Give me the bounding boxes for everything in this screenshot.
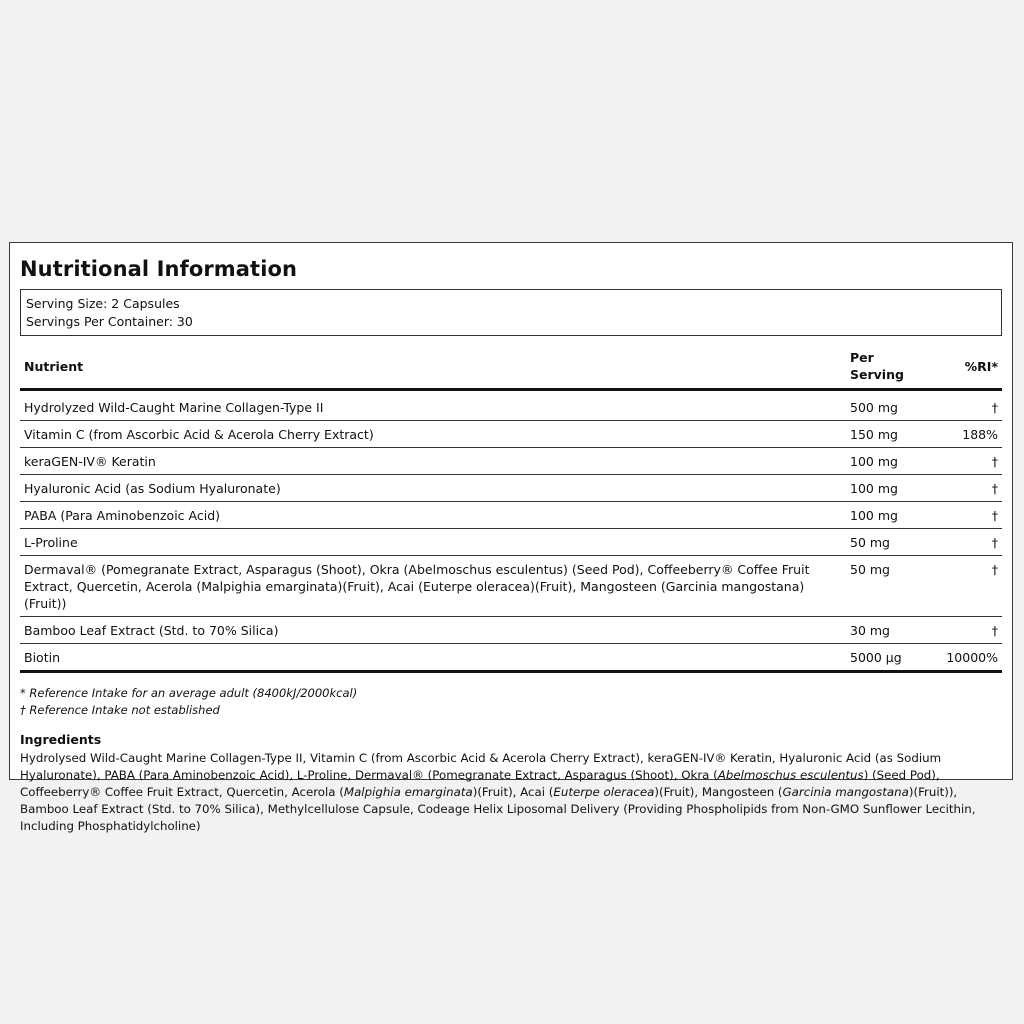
nutrient-amount: 100 mg [846,502,936,529]
footnotes [20,685,1002,719]
ingredients-part: )(Fruit), Mangosteen ( [654,785,783,799]
nutrient-ri: † [936,529,1002,556]
nutrient-name: keraGEN-IV® Keratin [20,448,846,475]
servings-per-container: Servings Per Container: 30 [26,314,193,329]
table-header-row [20,347,1002,390]
dagger-footnote: † Reference Intake not established [20,703,220,717]
table-row [20,421,1002,448]
ingredients-latin-name: Euterpe oleracea [553,785,655,799]
ingredients-latin-name: Garcinia mangostana [782,785,909,799]
nutrient-name: Vitamin C (from Ascorbic Acid & Acerola Cherry Extract) [20,421,846,448]
table-row [20,644,1002,672]
nutrient-ri: † [936,556,1002,617]
table-row [20,390,1002,421]
ingredients-part: ) (Seed Pod), Coffeeberry® Coffee Fruit Extract, Quercetin, Acerola ( [20,768,940,799]
header-per-serving: Per Serving [846,347,936,390]
ingredients-heading: Ingredients [20,732,102,747]
nutrient-amount: 50 mg [846,556,936,617]
table-row [20,529,1002,556]
nutrient-name: Dermaval® (Pomegranate Extract, Asparagus (Shoot), Okra (Abelmoschus esculentus) (Seed Pod), Coffeeberry® Coffee Fruit Extract, Quercetin, Acerola (Malpighia emarginata)(Fruit), Acai (Euterpe oleracea)(Fruit), Mangosteen (Garcinia mangostana)(Fruit)) [20,556,846,617]
ingredients-latin-name: Abelmoschus esculentus [717,768,864,782]
nutrient-table [20,347,1002,673]
serving-size: Serving Size: 2 Capsules [26,296,180,311]
ingredients-part: )(Fruit)), Bamboo Leaf Extract (Std. to 70% Silica), Methylcellulose Capsule, Codeage Helix Liposomal Delivery (Providing Phospholipids from Non-GMO Sunflower Lecithin, Including Phosphatidylcholine) [20,785,976,833]
table-row [20,617,1002,644]
table-row [20,475,1002,502]
nutrient-amount: 150 mg [846,421,936,448]
nutrient-amount: 500 mg [846,390,936,421]
nutrient-amount: 100 mg [846,475,936,502]
nutrient-ri: † [936,475,1002,502]
ri-footnote: * Reference Intake for an average adult (8400kJ/2000kcal) [20,686,358,700]
nutrient-amount: 100 mg [846,448,936,475]
panel-title: Nutritional Information [20,257,298,281]
nutrient-ri: 10000% [936,644,1002,672]
serving-info-box [20,289,1002,336]
ingredients-part: Hydrolysed Wild-Caught Marine Collagen-Type II, Vitamin C (from Ascorbic Acid & Acerola Cherry Extract), keraGEN-IV® Keratin, Hyaluronic Acid (as Sodium Hyaluronate), PABA (Para Aminobenzoic Acid), L-Proline, Dermaval® (Pomegranate Extract, Asparagus (Shoot), Okra ( [20,751,942,782]
table-row [20,502,1002,529]
nutrient-name: PABA (Para Aminobenzoic Acid) [20,502,846,529]
header-nutrient: Nutrient [20,347,846,390]
nutrient-ri: 188% [936,421,1002,448]
nutrient-ri: † [936,448,1002,475]
nutrient-ri: † [936,390,1002,421]
ingredients-part: )(Fruit), Acai ( [472,785,554,799]
nutrient-name: Hydrolyzed Wild-Caught Marine Collagen-Type II [20,390,846,421]
table-row [20,448,1002,475]
ingredients-latin-name: Malpighia emarginata [343,785,473,799]
nutrient-name: Bamboo Leaf Extract (Std. to 70% Silica) [20,617,846,644]
nutrient-name: Hyaluronic Acid (as Sodium Hyaluronate) [20,475,846,502]
header-ri: %RI* [936,347,1002,390]
nutrient-ri: † [936,502,1002,529]
nutrient-amount: 30 mg [846,617,936,644]
nutrient-name: L-Proline [20,529,846,556]
table-row [20,556,1002,617]
nutrient-amount: 5000 µg [846,644,936,672]
nutrient-name: Biotin [20,644,846,672]
nutrient-ri: † [936,617,1002,644]
nutrition-panel [9,242,1013,833]
nutrient-amount: 50 mg [846,529,936,556]
ingredients-text [20,750,1002,835]
